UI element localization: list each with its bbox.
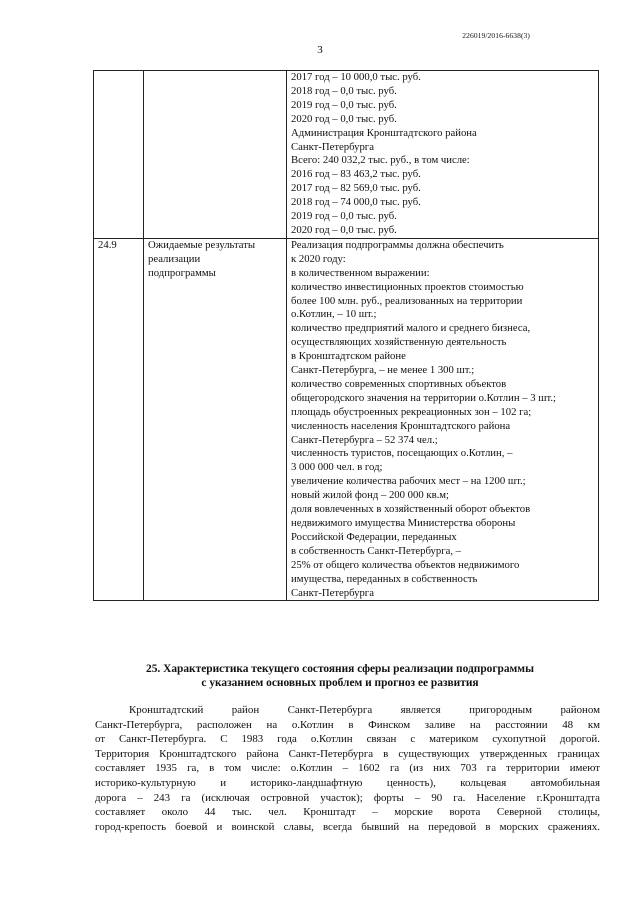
text-line: Ожидаемые результаты (148, 238, 256, 251)
text-line: Администрация Кронштадтского района (291, 126, 477, 139)
text-line: Территория Кронштадтского района Санкт-Петербурга в существующих утвержденных границах (95, 747, 600, 760)
text-line: численность населения Кронштадтского района (291, 419, 511, 432)
text-line: 25% от общего количества объектов недвижимого (291, 558, 520, 571)
text-line: Санкт-Петербурга (291, 586, 374, 599)
text-line: реализации (148, 252, 201, 265)
text-line: Всего: 240 032,2 тыс. руб., в том числе: (291, 154, 470, 167)
row-label-cell (144, 71, 287, 239)
text-line: увеличение количества рабочих мест – на 1200 шт.; (291, 475, 526, 488)
text-line: количество инвестиционных проектов стоимостью (291, 280, 524, 293)
table-row-continuation (94, 71, 599, 239)
text-line: составляет около 44 тыс. чел. Кронштадт – морские ворота Северной столицы, (95, 806, 600, 819)
text-line: Реализация подпрограммы должна обеспечить (291, 238, 504, 251)
text-line: 3 000 000 чел. в год; (291, 461, 383, 474)
text-line: общегородского значения на территории о.Котлин – 3 шт.; (291, 391, 557, 404)
text-line: осуществляющих хозяйственную деятельность (291, 336, 507, 349)
text-line: Санкт-Петербурга, – не менее 1 300 шт.; (291, 364, 475, 377)
text-line: 2019 год – 0,0 тыс. руб. (291, 98, 397, 111)
text-line: в собственность Санкт-Петербурга, – (291, 544, 462, 557)
text-line: город-крепость боевой и воинской славы, всегда бывший на передовой в морских сражениях. (95, 820, 600, 833)
text-line: Санкт-Петербурга – 52 374 чел.; (291, 433, 438, 446)
text-line: от Санкт-Петербурга. С 1983 года о.Котлин связан с материком сухопутной дорогой. (95, 733, 600, 746)
text-line: 2020 год – 0,0 тыс. руб. (291, 112, 397, 125)
text-line: имущества, переданных в собственность (291, 572, 478, 585)
text-line: более 100 млн. руб., реализованных на территории (291, 294, 523, 307)
text-line: доля вовлеченных в хозяйственный оборот объектов (291, 503, 531, 516)
text-line: 2019 год – 0,0 тыс. руб. (291, 210, 397, 223)
text-line: подпрограммы (148, 266, 216, 279)
text-line: Российской Федерации, переданных (291, 530, 457, 543)
row-number-cell: 24.9 (94, 238, 144, 601)
text-line: численность туристов, посещающих о.Котлин, – (291, 447, 513, 460)
page-number: 3 (317, 44, 323, 56)
text-line: в количественном выражении: (291, 266, 430, 279)
table-row-expected-results (94, 238, 599, 601)
section-title (60, 662, 620, 690)
funding-cell (287, 71, 599, 239)
text-line: площадь обустроенных рекреационных зон – 102 га; (291, 405, 532, 418)
text-line: Санкт-Петербурга (291, 140, 374, 153)
text-line: новый жилой фонд – 200 000 кв.м; (291, 489, 450, 502)
text-line: 2020 год – 0,0 тыс. руб. (291, 223, 397, 236)
results-cell (287, 238, 599, 601)
text-line: Кронштадтский район Санкт-Петербурга является пригородным районом (129, 704, 600, 716)
row-number-cell (94, 71, 144, 239)
text-line: 2016 год – 83 463,2 тыс. руб. (291, 168, 421, 181)
text-line: к 2020 году: (291, 252, 346, 265)
text-line: 25. Характеристика текущего состояния сферы реализации подпрограммы (146, 663, 534, 675)
text-line: 2018 год – 74 000,0 тыс. руб. (291, 196, 421, 209)
text-line: 2018 год – 0,0 тыс. руб. (291, 84, 397, 97)
row-label-cell (144, 238, 287, 601)
document-number: 226019/2016-6638(3) (462, 31, 530, 40)
text-line: дорога – 243 га (исключая островной участок); форты – 90 га. Население г.Кронштадта (95, 791, 600, 804)
text-line: количество предприятий малого и среднего бизнеса, (291, 322, 531, 335)
text-line: историко-культурную и историко-ландшафтную ценность), кольцевая автомобильная (95, 776, 600, 789)
program-passport-table (93, 70, 599, 601)
section-paragraph (95, 703, 600, 834)
text-line: количество современных спортивных объектов (291, 377, 507, 390)
text-line: о.Котлин, – 10 шт.; (291, 308, 377, 321)
text-line: с указанием основных проблем и прогноз ее развития (201, 677, 479, 689)
text-line: недвижимого имущества Министерства обороны (291, 517, 516, 529)
text-line: в Кронштадтском районе (291, 350, 406, 363)
text-line: Санкт-Петербурга, расположен на о.Котлин в Финском заливе на расстоянии 48 км (95, 718, 600, 731)
text-line: составляет 1935 га, в том числе: о.Котлин – 1602 га (из них 703 га территории имеют (95, 762, 600, 775)
text-line: 2017 год – 10 000,0 тыс. руб. (291, 71, 421, 83)
text-line: 2017 год – 82 569,0 тыс. руб. (291, 182, 421, 195)
